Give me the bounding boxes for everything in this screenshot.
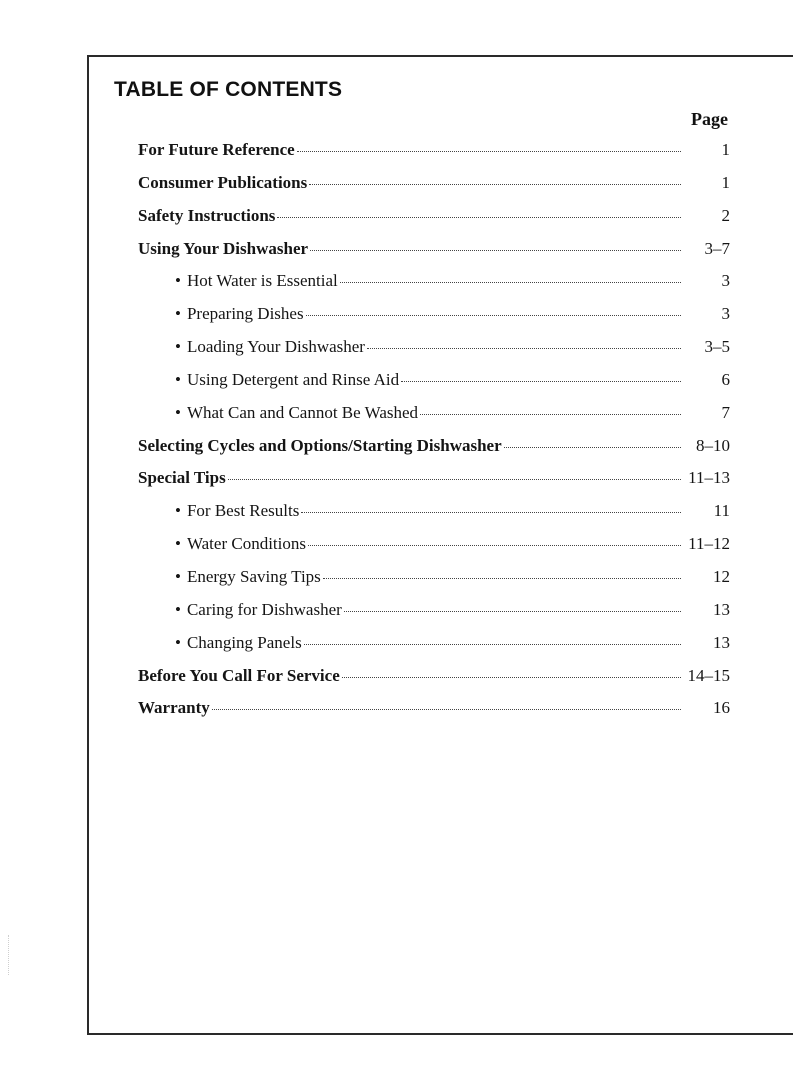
dot-leader [401,381,681,382]
toc-subsection-entry[interactable] [0,370,808,403]
toc-entry-label: Safety Instructions [138,205,276,225]
toc-entry-page: 11 [713,501,730,521]
toc-subsection-entry[interactable] [0,600,808,633]
toc-entry-page: 7 [721,402,730,422]
bullet-icon: • [175,599,181,619]
toc-entry-label: Warranty [138,698,210,718]
dot-leader [340,282,681,283]
toc-subsection-entry[interactable] [0,534,808,567]
bullet-icon: • [175,271,181,291]
toc-entry-page: 6 [721,369,730,389]
toc-entry-page: 2 [721,205,730,225]
bullet-icon: • [175,369,181,389]
dot-leader [306,315,681,316]
toc-section-entry[interactable] [0,468,808,501]
toc-section-entry[interactable] [0,666,808,699]
toc-entry-page: 11–12 [688,534,730,554]
bullet-icon: • [175,632,181,652]
dot-leader [228,479,681,480]
toc-subsection-entry[interactable] [0,304,808,337]
toc-entry-page: 13 [713,599,730,619]
toc-entry-page: 16 [713,698,730,718]
toc-entry-label: Before You Call For Service [138,665,340,685]
toc-entry-label: Changing Panels [186,632,302,652]
dot-leader [308,545,681,546]
toc-section-entry[interactable] [0,206,808,239]
bullet-icon: • [175,337,181,357]
dot-leader [309,184,681,185]
dot-leader [212,709,681,710]
dot-leader [342,677,681,678]
dot-leader [367,348,681,349]
dot-leader [304,644,681,645]
toc-section-entry[interactable] [0,173,808,206]
toc-entry-page: 14–15 [687,665,730,685]
toc-entry-label: Energy Saving Tips [186,566,321,586]
bullet-icon: • [175,534,181,554]
bullet-icon: • [175,402,181,422]
toc-entry-label: Caring for Dishwasher [186,599,342,619]
toc-section-entry[interactable] [0,698,808,731]
toc-entry-label: What Can and Cannot Be Washed [186,402,419,422]
frame-bottom-rule [87,1033,793,1035]
toc-entry-page: 3 [721,271,730,291]
dot-leader [310,250,681,251]
toc-entry-page: 12 [713,566,730,586]
toc-entry-page: 3 [721,304,730,324]
toc-subsection-entry[interactable] [0,501,808,534]
dot-leader [344,611,681,612]
dot-leader [504,447,681,448]
toc-entry-label: Preparing Dishes [186,304,304,324]
bullet-icon: • [175,566,181,586]
dot-leader [297,151,681,152]
page-column-heading: Page [691,109,728,129]
toc-entry-page: 3–5 [704,337,730,357]
toc-entry-label: Special Tips [138,468,226,488]
toc-subsection-entry[interactable] [0,271,808,304]
bullet-icon: • [175,304,181,324]
toc-entry-label: Using Detergent and Rinse Aid [186,369,400,389]
bullet-icon: • [175,501,181,521]
toc-entry-page: 1 [721,140,730,159]
dot-leader [323,578,681,579]
scan-margin-marks [8,935,15,975]
toc-subsection-entry[interactable] [0,403,808,436]
toc-entry-page: 1 [721,172,730,192]
toc-section-entry[interactable] [0,436,808,469]
toc-entry-page: 11–13 [688,468,730,488]
toc-section-entry[interactable] [0,239,808,272]
toc-entry-label: Hot Water is Essential [186,271,338,291]
toc-entry-label: For Best Results [186,501,300,521]
toc-entry-page: 3–7 [704,238,730,258]
toc-entry-label: Consumer Publications [138,172,308,192]
dot-leader [277,217,681,218]
toc-list [0,140,808,731]
toc-entry-label: Selecting Cycles and Options/Starting Dishwasher [138,435,502,455]
toc-entry-page: 13 [713,632,730,652]
toc-entry-label: Loading Your Dishwasher [186,337,365,357]
page-title: TABLE OF CONTENTS [114,78,343,101]
toc-entry-label: Water Conditions [186,534,306,554]
toc-section-entry[interactable] [0,140,808,173]
frame-top-rule [87,55,793,57]
toc-subsection-entry[interactable] [0,567,808,600]
toc-subsection-entry[interactable] [0,337,808,370]
toc-entry-label: For Future Reference [138,140,295,159]
toc-entry-label: Using Your Dishwasher [138,238,309,258]
dot-leader [420,414,681,415]
toc-entry-page: 8–10 [696,435,730,455]
dot-leader [301,512,681,513]
toc-subsection-entry[interactable] [0,633,808,666]
